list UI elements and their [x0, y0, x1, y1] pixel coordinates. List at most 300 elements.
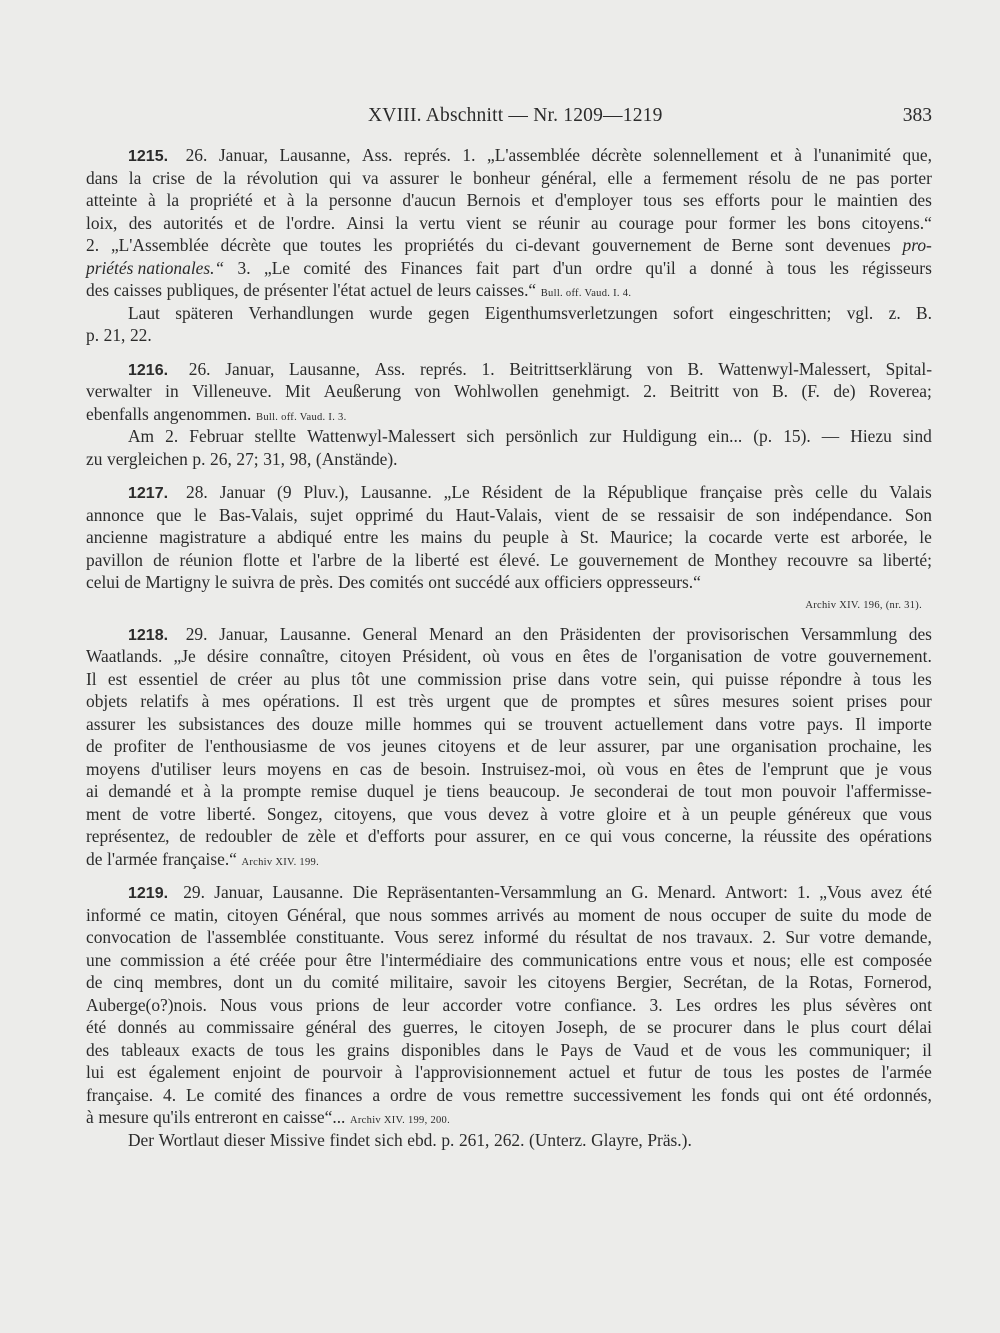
- word: à: [203, 781, 211, 801]
- word: et: [731, 949, 745, 970]
- word: findet: [329, 1129, 371, 1150]
- word: créer: [237, 668, 273, 689]
- word: courage: [618, 212, 674, 233]
- word: Der: [128, 1129, 155, 1150]
- word: l'assemblée: [206, 927, 287, 947]
- text-line: [86, 324, 932, 347]
- word: se: [630, 504, 646, 525]
- word: 26.: [185, 145, 208, 165]
- word: „Je: [173, 646, 196, 666]
- text-line: [86, 1061, 932, 1084]
- word: occuper: [710, 904, 766, 925]
- word: de: [604, 1039, 622, 1060]
- word: tôt: [351, 668, 370, 689]
- word: vient: [466, 212, 502, 233]
- text-line: [86, 1106, 932, 1129]
- word: vous: [462, 1084, 496, 1105]
- word: tiens: [446, 781, 480, 801]
- word: exacts: [191, 1039, 236, 1060]
- word: l'ordre.: [286, 212, 336, 233]
- word: Bergier,: [616, 972, 673, 992]
- word: „Le: [443, 482, 470, 502]
- source-line: [86, 594, 932, 612]
- word: commission: [120, 949, 205, 970]
- word: votre: [159, 803, 196, 824]
- word: moyens: [86, 758, 141, 779]
- word: répondre: [780, 668, 842, 689]
- word: eingeschritten;: [728, 302, 832, 323]
- word: sujet: [310, 504, 343, 525]
- word: une: [381, 668, 407, 689]
- word: au: [178, 1017, 195, 1037]
- entry: [86, 144, 932, 347]
- word: von: [646, 358, 673, 379]
- word: de: [179, 826, 196, 846]
- word: Lausanne.: [279, 623, 351, 644]
- word: Missive: [269, 1129, 325, 1150]
- word: décrète: [220, 235, 271, 255]
- text-line: [86, 403, 932, 426]
- word: Instruisez-moi,: [481, 758, 587, 779]
- word: fonds: [720, 1084, 760, 1105]
- word: commissaire: [206, 1017, 295, 1037]
- text-line: [86, 189, 932, 212]
- word: „L'Assemblée: [110, 235, 209, 255]
- word: dans: [557, 668, 590, 689]
- word: magistrature: [159, 527, 247, 547]
- word: de: [153, 549, 170, 570]
- word: citoyen: [339, 646, 392, 666]
- word: beaucoup.: [489, 781, 561, 801]
- word: réussite: [763, 826, 817, 846]
- word: opérations.: [263, 691, 340, 711]
- word: pays.: [806, 713, 844, 734]
- word: St.: [579, 527, 599, 547]
- word: la: [392, 549, 405, 570]
- word: B.: [772, 381, 789, 401]
- word: entre: [343, 527, 379, 547]
- word: de: [554, 482, 571, 502]
- word: le: [535, 1039, 549, 1060]
- word: dans: [743, 1017, 776, 1037]
- word: promptes: [570, 691, 636, 711]
- word: être: [345, 949, 372, 970]
- word: 21,: [103, 325, 126, 345]
- word: les: [829, 257, 849, 278]
- word: 27;: [236, 448, 259, 469]
- word: nous: [669, 904, 703, 925]
- word: atteinte: [86, 190, 138, 210]
- word: zur: [589, 426, 612, 446]
- word: qu'ils: [153, 1107, 191, 1127]
- word: nous;: [753, 949, 792, 970]
- word: le: [786, 1017, 800, 1037]
- word: sind: [902, 426, 932, 446]
- word: gouvernement: [578, 549, 678, 570]
- word: dans: [492, 1039, 525, 1060]
- word: bonheur: [473, 167, 531, 188]
- word: demande,: [864, 927, 932, 947]
- word: caisses.“: [475, 280, 537, 300]
- word: vergleichen: [107, 448, 188, 469]
- word: un: [701, 803, 719, 824]
- word: oppresseurs.“: [606, 572, 701, 592]
- word: citoyen: [493, 1017, 545, 1037]
- word: 1.: [462, 145, 476, 165]
- word: finances: [304, 1084, 363, 1105]
- word: prises: [846, 691, 888, 711]
- word: vous: [690, 949, 723, 970]
- text-line: [86, 380, 932, 403]
- word: caisses: [113, 280, 163, 300]
- word: ordre: [389, 1084, 427, 1105]
- word: membres,: [154, 972, 223, 992]
- word: porter: [890, 167, 932, 188]
- word: Auberge(o?)nois.: [86, 994, 207, 1015]
- word: est: [376, 691, 396, 711]
- word: Il: [352, 691, 364, 711]
- word: que,: [902, 145, 932, 165]
- word: se: [647, 1017, 662, 1037]
- word: z.: [888, 302, 901, 323]
- word: de: [915, 904, 932, 925]
- word: der: [652, 623, 675, 644]
- word: de: [774, 904, 792, 925]
- word: de: [86, 972, 103, 992]
- word: autorités: [163, 212, 224, 233]
- word: (p.: [753, 426, 773, 446]
- word: vos: [346, 736, 371, 756]
- text-line: [86, 735, 932, 758]
- document-body: [86, 144, 932, 1151]
- word: General: [362, 623, 418, 644]
- word: soient: [792, 691, 834, 711]
- text-line: [86, 279, 932, 302]
- word: militaire,: [389, 972, 454, 992]
- word: Maurice;: [610, 527, 673, 547]
- word: en: [332, 758, 349, 779]
- word: Repräsentanten-Versammlung: [386, 882, 597, 902]
- word: Januar,: [219, 623, 269, 644]
- word: Die: [352, 882, 378, 902]
- word: l'approvisionnement: [415, 1062, 557, 1082]
- word: de: [694, 1062, 711, 1082]
- word: de: [279, 572, 296, 592]
- word: les: [764, 1062, 784, 1082]
- word: pour: [304, 949, 337, 970]
- word: Ass.: [374, 358, 406, 379]
- word: von: [414, 381, 441, 401]
- source-reference: Archiv XIV. 199.: [241, 856, 319, 868]
- word: leur: [558, 736, 586, 756]
- text-line: [86, 904, 932, 927]
- word: guerres,: [402, 1017, 459, 1037]
- word: de: [636, 927, 653, 947]
- word: sommes: [430, 904, 488, 925]
- word: matin,: [174, 904, 219, 925]
- word: comités: [369, 572, 424, 592]
- word: prise: [512, 668, 547, 689]
- word: les: [691, 1084, 711, 1105]
- word: et: [770, 145, 783, 165]
- word: entre: [646, 949, 682, 970]
- word: in: [165, 381, 179, 401]
- text-line: [86, 481, 932, 504]
- word: qui: [590, 826, 613, 846]
- word: Berne: [731, 235, 774, 255]
- word: Lausanne.: [360, 482, 432, 502]
- word: d'employer: [554, 190, 633, 210]
- word: qui: [769, 1084, 792, 1105]
- word: votre: [515, 994, 552, 1015]
- word: en: [262, 1107, 279, 1127]
- word: des: [908, 623, 932, 644]
- word: connaître,: [259, 646, 329, 666]
- word: mode: [867, 904, 907, 925]
- word: des: [86, 280, 110, 300]
- word: à: [766, 257, 774, 278]
- word: verwalter: [86, 381, 152, 401]
- text-line: [86, 448, 932, 471]
- entry: [86, 623, 932, 871]
- word: sont: [784, 235, 814, 255]
- word: Spital-: [885, 358, 932, 379]
- word: vient: [554, 504, 590, 525]
- word: urgent: [446, 691, 491, 711]
- word: ein...: [707, 426, 743, 446]
- word: 26,: [210, 448, 232, 469]
- word: ordonnés,: [863, 1084, 932, 1105]
- word: abdiqué: [277, 527, 333, 547]
- word: une: [694, 736, 720, 756]
- word: fait: [475, 257, 500, 278]
- word: de: [416, 280, 433, 300]
- word: an: [494, 623, 512, 644]
- word: 29.: [185, 623, 208, 644]
- word: jeunes: [382, 736, 427, 756]
- word: plus: [803, 994, 833, 1015]
- word: Général,: [286, 904, 347, 925]
- word: est: [469, 549, 489, 570]
- word: arrivés: [496, 904, 544, 925]
- word: et: [507, 736, 520, 756]
- word: la: [166, 190, 180, 210]
- word: élevé.: [498, 549, 540, 570]
- word: général: [305, 1017, 357, 1037]
- word: p.: [441, 1129, 455, 1150]
- word: une: [86, 949, 112, 970]
- word: et: [234, 212, 247, 233]
- word: 2.: [762, 927, 776, 947]
- word: Pays: [560, 1039, 594, 1060]
- entry-number: 1219.: [128, 885, 169, 902]
- word: verte: [774, 527, 809, 547]
- text-line: [86, 623, 932, 646]
- word: Wortlaut: [158, 1129, 220, 1150]
- word: opérations: [859, 826, 932, 846]
- text-line: [86, 668, 932, 691]
- word: p.: [192, 448, 206, 469]
- word: späteren: [175, 302, 234, 323]
- word: et: [531, 190, 545, 210]
- word: qu'il: [645, 257, 676, 278]
- word: Lausanne.: [272, 882, 344, 902]
- word: Sur: [785, 927, 810, 947]
- text-line: [86, 1016, 932, 1039]
- word: Ass.: [362, 145, 393, 165]
- word: importe: [877, 713, 932, 734]
- word: de: [687, 549, 705, 570]
- word: ce: [149, 904, 166, 925]
- word: Januar,: [218, 145, 268, 165]
- word: été: [229, 949, 251, 970]
- word: Résident: [481, 482, 543, 502]
- word: tout: [704, 781, 732, 801]
- word: au: [283, 668, 300, 689]
- word: Wattenwyl-Malessert,: [718, 358, 871, 379]
- word: les: [373, 235, 393, 255]
- word: à: [794, 145, 802, 165]
- word: Präsidenten: [559, 623, 641, 644]
- word: grains: [346, 1039, 390, 1060]
- word: Januar,: [214, 882, 264, 902]
- word: disponibles: [401, 1039, 481, 1060]
- word: 2.: [643, 381, 657, 401]
- text-line: [86, 257, 932, 280]
- word: de: [436, 1084, 453, 1105]
- word: personne: [328, 190, 392, 210]
- word: comité: [331, 972, 379, 992]
- word: sich: [374, 1129, 403, 1150]
- word: ordre: [595, 257, 633, 278]
- word: que: [282, 235, 308, 255]
- word: assurer: [389, 167, 439, 188]
- word: de: [293, 1062, 310, 1082]
- text-line: [86, 144, 932, 167]
- word: vous: [444, 803, 477, 824]
- word: de: [124, 572, 141, 592]
- word: postes: [796, 1062, 840, 1082]
- word: de: [246, 1039, 264, 1060]
- word: toutes: [319, 235, 362, 255]
- word: du: [473, 527, 492, 547]
- word: des: [128, 212, 152, 233]
- text-line: [86, 425, 932, 448]
- word: délai: [898, 1017, 932, 1037]
- word: „Le: [263, 257, 291, 278]
- word: et: [658, 803, 671, 824]
- word: gloire: [606, 803, 647, 824]
- word: trouvent: [544, 713, 603, 734]
- word: 2.: [165, 426, 179, 446]
- word: l'unanimité: [813, 145, 891, 165]
- word: duquel: [367, 781, 415, 801]
- word: vous: [898, 803, 932, 824]
- word: à: [394, 1062, 403, 1082]
- word: Je: [569, 781, 585, 801]
- word: 261,: [458, 1129, 490, 1150]
- entry: [86, 881, 932, 1151]
- word: et: [345, 826, 359, 846]
- word: de: [209, 668, 227, 689]
- word: „Vous: [819, 882, 862, 902]
- text-line: [86, 1129, 932, 1152]
- word: la: [395, 212, 408, 233]
- word: de: [753, 646, 770, 666]
- word: se: [518, 713, 533, 734]
- word: an: [605, 882, 623, 902]
- word: 98,: [289, 448, 312, 469]
- word: actuel: [568, 1062, 611, 1082]
- word: de: [703, 235, 720, 255]
- word: de: [132, 803, 149, 824]
- text-line: [86, 167, 932, 190]
- word: Pluv.),: [303, 482, 349, 502]
- word: 22.: [129, 325, 152, 345]
- word: je: [424, 781, 437, 801]
- word: Wohlwollen: [454, 381, 539, 401]
- entry: [86, 481, 932, 612]
- word: essentiel: [138, 668, 199, 689]
- word: Monthey: [714, 549, 778, 570]
- text-line: [86, 994, 932, 1017]
- word: 31,: [263, 448, 285, 469]
- word: Président,: [402, 646, 472, 666]
- word: a: [689, 257, 697, 278]
- word: et: [289, 549, 303, 570]
- word: représ.: [404, 145, 451, 165]
- word: Joseph,: [556, 1017, 608, 1037]
- word: Huldigung: [622, 426, 697, 446]
- word: d'efforts: [367, 826, 425, 846]
- word: subsistances: [178, 713, 265, 734]
- word: Son: [904, 504, 932, 525]
- word: Vous: [394, 927, 429, 947]
- word: moment: [578, 904, 636, 925]
- word: suite: [799, 904, 833, 925]
- word: prochaine,: [828, 736, 902, 756]
- word: devez: [488, 803, 529, 824]
- word: savoir: [464, 972, 507, 992]
- word: cas: [359, 758, 382, 779]
- word: tous: [723, 1062, 753, 1082]
- text-line: [86, 234, 932, 257]
- word: constituante.: [295, 927, 385, 947]
- entry-number: 1218.: [128, 626, 169, 644]
- word: l'emprunt: [762, 758, 829, 779]
- word: à: [286, 190, 295, 210]
- word: les: [389, 527, 410, 547]
- text-line: [86, 212, 932, 235]
- word: donnés: [117, 1017, 167, 1037]
- word: Menard.: [657, 882, 716, 902]
- word: Eigenthumsverletzungen: [484, 302, 658, 323]
- word: accorder: [442, 994, 503, 1015]
- word: Il: [855, 713, 866, 734]
- text-line: [86, 1039, 932, 1062]
- word: la: [582, 482, 596, 502]
- word: le: [193, 504, 207, 525]
- word: relatifs: [140, 691, 189, 711]
- word: angenommen.: [153, 403, 252, 424]
- word: ont: [801, 1084, 824, 1105]
- word: Antwort:: [725, 882, 788, 902]
- word: officiers: [544, 572, 603, 592]
- word: des: [826, 826, 850, 846]
- word: des: [86, 1039, 110, 1060]
- word: des: [276, 713, 300, 734]
- word: va: [362, 167, 379, 188]
